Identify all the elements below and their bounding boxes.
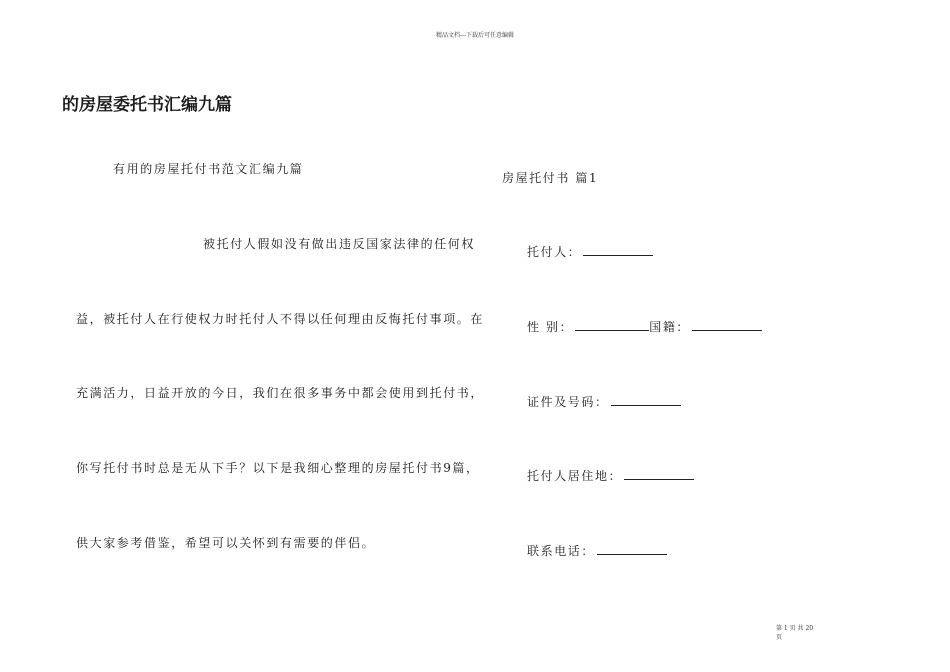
client-blank-line bbox=[583, 254, 653, 256]
residence-label: 托付人居住地： bbox=[527, 469, 623, 483]
subtitle: 有用的房屋托付书范文汇编九篇 bbox=[113, 162, 304, 176]
gender-nationality-field bbox=[527, 318, 762, 335]
nationality-blank-line bbox=[692, 329, 762, 331]
document-title: 的房屋委托书汇编九篇 bbox=[62, 95, 232, 115]
page-header: 精品文档---下载后可任意编辑 bbox=[435, 32, 515, 39]
id-number-field bbox=[527, 393, 681, 410]
phone-field bbox=[527, 542, 667, 559]
phone-label: 联系电话： bbox=[527, 544, 596, 558]
phone-blank-line bbox=[597, 553, 667, 555]
paragraph-line-5: 供大家参考借鉴，希望可以关怀到有需要的伴侣。 bbox=[76, 536, 376, 550]
id-number-label: 证件及号码： bbox=[527, 395, 609, 409]
residence-blank-line bbox=[624, 478, 694, 480]
section-heading: 房屋托付书 篇1 bbox=[502, 171, 599, 185]
page-number-line-2: 页 bbox=[776, 634, 783, 641]
page-number-line-1: 第 1 页 共 20 bbox=[776, 625, 814, 632]
page-number bbox=[776, 624, 813, 642]
nationality-label: 国籍： bbox=[649, 320, 691, 334]
paragraph-line-1: 被托付人假如没有做出违反国家法律的任何权 bbox=[203, 237, 476, 251]
paragraph-line-3: 充满活力，日益开放的今日，我们在很多事务中都会使用到托付书， bbox=[76, 386, 485, 400]
residence-field bbox=[527, 467, 694, 484]
gender-label: 性 别： bbox=[527, 320, 574, 334]
gender-blank-line bbox=[575, 329, 649, 331]
id-number-blank-line bbox=[611, 404, 681, 406]
paragraph-line-2: 益，被托付人在行使权力时托付人不得以任何理由反悔托付事项。在 bbox=[76, 312, 485, 326]
client-label: 托付人： bbox=[527, 245, 582, 259]
paragraph-line-4: 你写托付书时总是无从下手？以下是我细心整理的房屋托付书9篇， bbox=[76, 461, 480, 475]
client-field bbox=[527, 243, 653, 260]
